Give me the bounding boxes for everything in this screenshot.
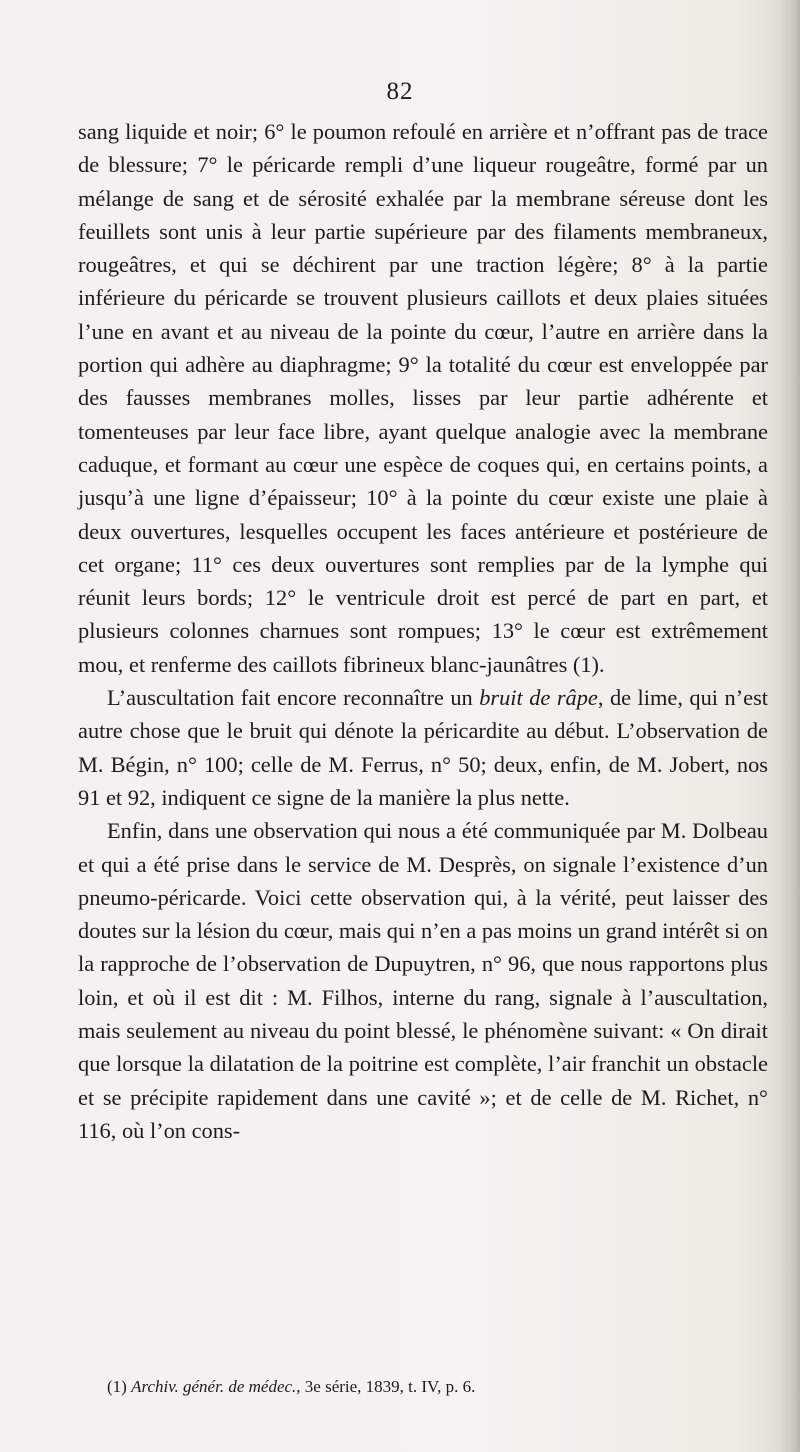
paragraph-3-text: Enfin, dans une observation qui nous a été communiquée par M. Dolbeau et qui a été prise dans le service de M. Desprès, on signale l’existence d’un pneumo-péricarde. Voici cette observation qui, à la vérité, peut laisser des doutes sur la lésion du cœur, mais qui n’en a pas moins un grand intérêt si on la rapproche de l’observation de Dupuytren, n° 96, que nous rapportons plus loin, et où il est dit : M. Filhos, interne du rang, signale à l’auscultation, mais seulement au niveau du point blessé, le phénomène suivant: « On dirait que lorsque la dilatation de la poitrine est complète, l’air franchit un obstacle et se précipite rapidement dans une cavité »; et de celle de M. Richet, n° 116, où l’on cons- bbox=[78, 818, 768, 1143]
footnote-details: , 3e série, 1839, t. IV, p. 6. bbox=[296, 1377, 476, 1396]
body-text bbox=[78, 115, 768, 1147]
paragraph-2-italic-term: bruit de râpe bbox=[479, 685, 598, 711]
page-number: 82 bbox=[386, 78, 414, 105]
paragraph-3 bbox=[78, 814, 768, 1147]
footnote-source: Archiv. génér. de médec. bbox=[131, 1377, 297, 1396]
paragraph-2-text-a: L’auscultation fait encore reconnaître un bbox=[107, 685, 480, 711]
paragraph-2 bbox=[78, 681, 768, 814]
footnote bbox=[107, 1376, 767, 1398]
footnote-marker: (1) bbox=[107, 1377, 132, 1396]
paragraph-2-text-b: , de lime, qui n’est autre chose que le bruit qui dénote la péricardite au début. L’observation de M. Bégin, n° 100; celle de M. Ferrus, n° 50; deux, enfin, de M. Jobert, nos 91 et 92, indiquent ce signe de la manière la plus nette. bbox=[78, 685, 769, 810]
paragraph-1 bbox=[78, 115, 768, 681]
paragraph-1-text: sang liquide et noir; 6° le poumon refoulé en arrière et n’offrant pas de trace de blessure; 7° le péricarde rempli d’une liqueur rougeâtre, formé par un mélange de sang et de sérosité exhalée par la membrane séreuse dont les feuillets sont unis à leur partie supérieure par des filaments membraneux, rougeâtres, et qui se déchirent par une traction légère; 8° à la partie inférieure du péricarde se trouvent plusieurs caillots et deux plaies situées l’une en avant et au niveau de la pointe du cœur, l’autre en arrière dans la portion qui adhère au diaphragme; 9° la totalité du cœur est enveloppée par des fausses membranes molles, lisses par leur partie adhérente et tomenteuses par leur face libre, ayant quelque analogie avec la membrane caduque, et formant au cœur une espèce de coques qui, en certains points, a jusqu’à une ligne d’épaisseur; 10° à la pointe du cœur existe une plaie à deux ouvertures, lesquelles occupent les faces antérieure et postérieure de cet organe; 11° ces deux ouvertures sont remplies par de la lymphe qui réunit leurs bords; 12° le ventricule droit est percé de part en part, et plusieurs colonnes charnues sont rompues; 13° le cœur est extrêmement mou, et renferme des caillots fibrineux blanc-jaunâtres (1). bbox=[78, 119, 768, 677]
page-edge-shadow bbox=[778, 0, 800, 1452]
